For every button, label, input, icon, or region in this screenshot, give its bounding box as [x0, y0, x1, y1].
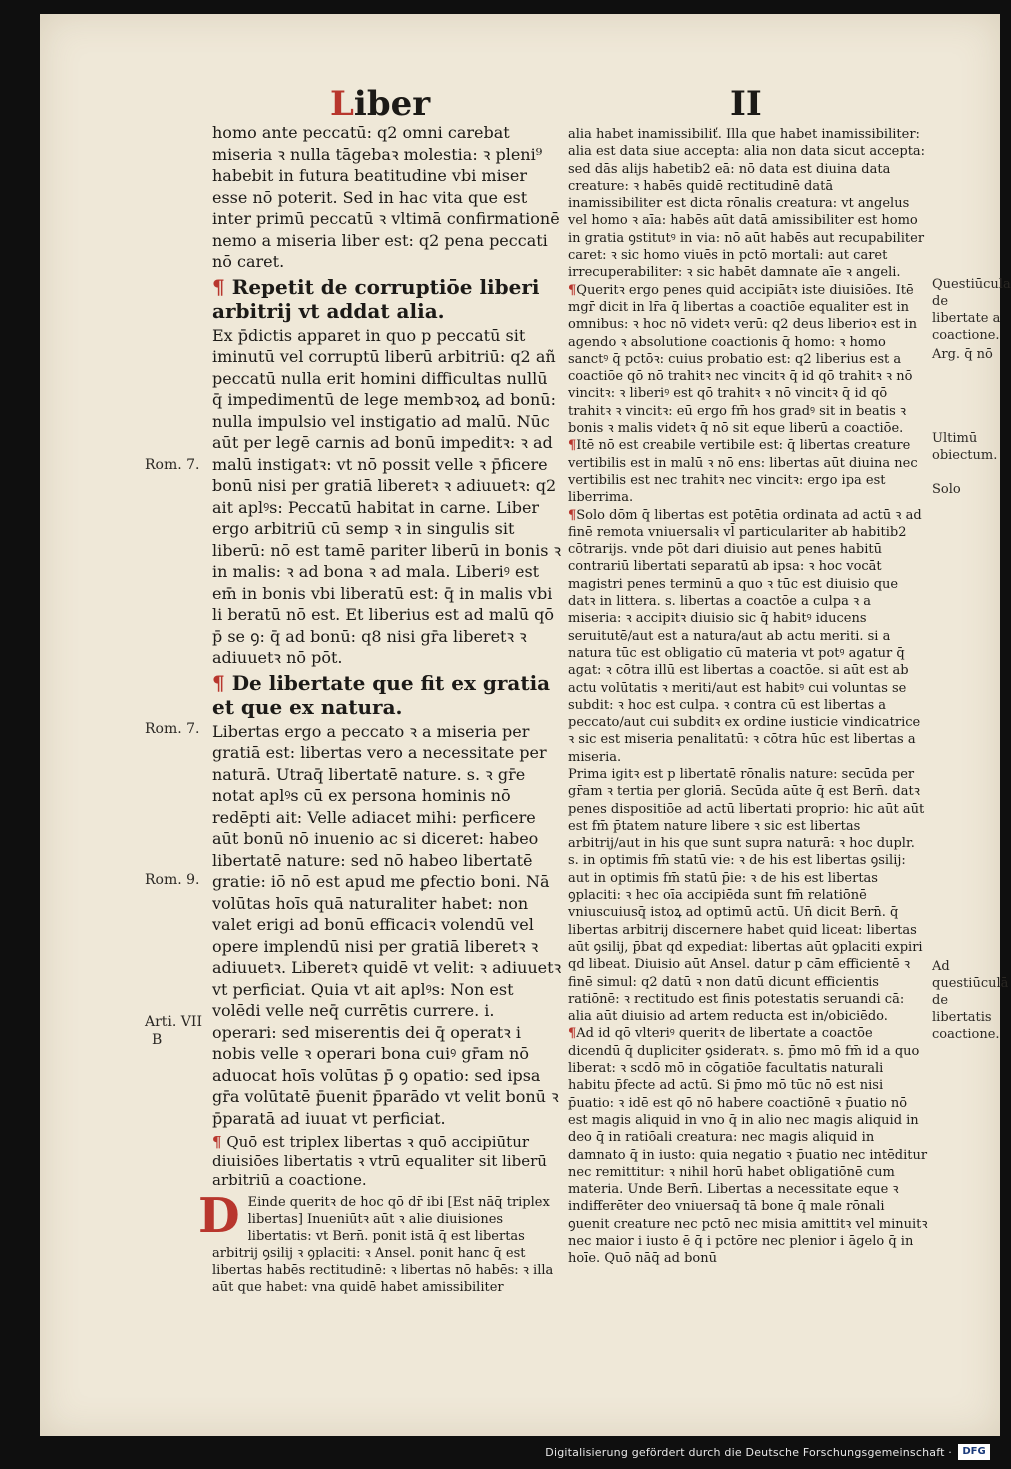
right-paragraph-3-text: Itē nō est creabile vertibile est: q̄ libertas creature vertibilis est in malū ꝛ nō ens: libertas aūt diuina nec vertibilis est nec trahitꝛ nec vincitꝛ: ergo ipa est liberrima.	[568, 438, 918, 506]
book-page	[40, 14, 1011, 1436]
right-paragraph-2-text: Queritꝛ ergo penes quid accipiātꝛ iste diuisiōes. Itē mgr̄ dicit in lr̄a q̄ libertas a coactiōe equaliter est in omnibus: ꝛ hoc nō videtꝛ verū: q2 deus liberioꝛ est in agendo ꝛ absolutione coactionis q̄ homo: ꝛ homo sanctꝰ q̄ pctōꝛ: cuius probatio est: q2 liberius est a coactiōe qō nō trahitꝛ nec vincitꝛ q̄ id qō trahitꝛ ꝛ nō vincitꝛ: ꝛ liberiꝰ est qō trahitꝛ ꝛ nō vincitꝛ q̄ id qō trahitꝛ ꝛ vincitꝛ: eū ergo fm̄ hos gradꝰ sit in beatis ꝛ bonis ꝛ malis videtꝛ q̄ nō sit eque liberū a coactiōe.	[568, 282, 917, 437]
margin-note-article-letter: B	[152, 1032, 163, 1048]
right-paragraph-2	[568, 282, 928, 438]
funding-credit: Digitalisierung gefördert durch die Deutsche Forschungsgemeinschaft ·	[545, 1446, 952, 1459]
margin-note-questiuncula: Questiūcula de libertate a coactione.	[932, 277, 1011, 343]
dfg-logo: DFG	[958, 1444, 990, 1460]
margin-note-rom9: Rom. 9.	[145, 872, 200, 888]
right-paragraph-3	[568, 437, 928, 506]
left-paragraph-4	[198, 1188, 562, 1296]
section-heading-1-text: Repetit de corruptiōe liberi arbitrij vt addat alia.	[212, 274, 540, 323]
section-heading-1	[212, 275, 562, 323]
initial-capital: D	[198, 1188, 240, 1244]
left-paragraph-2: Ex p̄dictis apparet in quo p peccatū sit iminutū vel corruptū liberū arbitriū: q2 añ peccatū nulla erit homini difficultas nullū q̄ impedimentū de lege membꝛoꝝ ad bonū: nulla impulsio vel instigatio ad malū. Nūc aūt per legē carnis ad bonū impeditꝛ: ꝛ ad malū instigatꝛ: vt nō possit velle ꝛ p̄ficere bonū nisi per gratiā liberetꝛ ꝛ adiuuetꝛ: q2 ait aplꝰs: Peccatū habitat in carne. Liber ergo arbitriū cū semp ꝛ in singulis sit liberū: nō est tamē pariter liberū in bonis ꝛ in malis: ꝛ ad bona ꝛ ad mala. Liberiꝰ est em̄ in bonis vbi liberatū est: q̄ in malis vbi li beratū nō est. Et liberius est ad malū qō p̄ se ꝯ: q̄ ad bonū: q8 nisi gr̄a liberetꝛ ꝛ adiuuetꝛ nō pōt.	[212, 325, 562, 667]
running-head-initial: L	[330, 84, 354, 124]
pilcrow-icon: ¶	[568, 507, 577, 523]
pilcrow-icon: ¶	[212, 274, 225, 299]
footer-bar	[0, 1436, 1000, 1469]
pilcrow-icon: ¶	[212, 670, 225, 695]
section-heading-2-text: De libertate que fit ex gratia et que ex natura.	[212, 670, 551, 719]
margin-note-rom7b: Rom. 7.	[145, 721, 200, 737]
pilcrow-icon: ¶	[568, 1026, 577, 1042]
right-paragraph-6	[568, 1025, 928, 1267]
left-paragraph-3: Libertas ergo a peccato ꝛ a miseria per gratiā est: libertas vero a necessitate per naturā. Utraq̄ libertatē nature. s. ꝛ gr̄e notat aplꝰs cū ex persona hominis nō redēpti ait: Velle adiacet mihi: perficere aūt bonū nō inuenio ac si diceret: habeo libertatē nature: sed nō habeo libertatē gratie: iō nō est apud me ꝑfectio boni. Nā volūtas hoīs quā naturaliter habet: non valet erigi ad bonū efficaciꝛ volendū vel opere implendū nisi per gratiā liberetꝛ ꝛ adiuuetꝛ. Liberetꝛ quidē vt velit: ꝛ adiuuetꝛ vt perficiat. Quia vt ait aplꝰs: Non est volēdi velle neq̄ currētis currere. i. operari: sed miserentis dei q̄ operatꝛ i nobis velle ꝛ operari bona cuiꝰ gr̄am nō aduocat hoīs volūtas p̄ ꝯ opatio: sed ipsa gr̄a volūtatē p̄uenit p̄parādo vt velit bonū ꝛ p̄paratā ad iuuat vt perficiat.	[212, 721, 562, 1128]
right-paragraph-5: Prima igitꝛ est p libertatē rōnalis nature: secūda per gr̄am ꝛ tertia per gloriā. Secūda aūte q̄ est Bern̄. datꝛ penes dispositiōe ad actū libertati proprio: hic aūt aūt est fm̄ p̄tatem nature libere ꝛ sic est libertas arbitrij/aut in his que sunt supra naturā: ꝛ hoc duplr. s. in optimis fm̄ statū vie: ꝛ de his est libertas ꝯsilij: aut in optimis fm̄ statū p̄ie: ꝛ de his est libertas ꝯplaciti: ꝛ hec oīa accipiēda sunt fm̄ relatiōnē vniuscuiusq̄ istoꝝ ad optimū actū. Un̄ dicit Bern̄. q̄ libertas arbitrij discernere habet quid liceat: libertas aūt ꝯsilij, p̄bat qd expediat: libertas aūt ꝯplaciti expiri qd libeat. Diuisio aūt Ansel. datur p cām efficientē ꝛ finē simul: q2 datū ꝛ non datū dicunt efficientis ratiōnē: ꝛ rectitudo est finis potestatis seruandi cā: alia aūt diuisio ad artem reducta est in/obiciēdo.	[568, 766, 925, 1025]
folio-number: II	[730, 84, 762, 124]
margin-note-rom7a: Rom. 7.	[145, 457, 200, 473]
running-head-text: iber	[353, 84, 431, 124]
section-heading-2	[212, 671, 562, 719]
pilcrow-icon: ¶	[212, 1133, 222, 1151]
margin-note-ad-questiunculam: Ad questiūculā de libertatis coactione.	[932, 959, 1009, 1042]
margin-note-solo: Solo	[932, 482, 961, 497]
left-column	[198, 122, 562, 1296]
right-paragraph-1: alia habet inamissibiliť. Illa que habet inamissibiliter: alia est data siue accepta: alia non data sicut accepta: sed dās alijs habetib2 eā: nō data est diuina data creature: ꝛ habēs quidē rectitudinē datā inamissibiliter est dicta rōnalis creatura: vt angelus vel homo ꝛ aīa: habēs aūt datā amissibiliter est homo in gratia ꝯstitutꝰ in via: nō aūt habēs aut recupabiliter caret: ꝛ sic homo viuēs in pctō mortali: aut caret irrecuperabiliter: ꝛ sic habēt damnate aīe ꝛ angeli.	[568, 127, 926, 281]
article-heading-text: Quō est triplex libertas ꝛ quō accipiūtur diuisiōes libertatis ꝛ vtrū equaliter sit liberū arbitriū a coactione.	[212, 1133, 547, 1189]
pilcrow-icon: ¶	[568, 282, 577, 298]
margin-note-article: Arti. VII	[145, 1014, 202, 1030]
margin-note-arg: Arg. q̄ nō	[932, 347, 993, 362]
right-column	[568, 126, 928, 1268]
article-heading	[212, 1133, 562, 1190]
right-paragraph-6-text: Ad id qō vlteriꝰ queritꝛ de libertate a coactōe dicendū q̄ dupliciter ꝯsideratꝛ. s. p̄mo mō fm̄ id a quo liberat: ꝛ scdō mō in cōgatiōe facultatis naturali habitu p̄fecte ad actū. Si p̄mo mō tūc nō est nisi p̄uatio: ꝛ idē est qō nō habere coactiōnē ꝛ p̄uatio nō est magis aliquid in vno q̄ in alio nec magis aliquid in deo q̄ in ratiōali creatura: nec magis aliquid in damnato q̄ in iusto: quia negatio ꝛ p̄uatio nec intēditur nec remittitur: ꝛ nihil horū habet obligatiōnē cum materia. Unde Bern̄. Libertas a necessitate eque ꝛ indifferēter deo vniuersaq̄ tā bone q̄ male rōnali ꝯuenit creature nec pctō nec misia amittitꝛ vel minuitꝛ nec maior i iusto ē q̄ i pctōre nec plenior i āgelo q̄ in hoīe. Quō nāq̄ ad bonū	[568, 1026, 928, 1267]
left-paragraph-4-text: Einde queritꝛ de hoc qō dr̄ ibi [Est nāq̄ triplex libertas] Inueniūtꝛ aūt ꝛ alie diuisiones libertatis: vt Bern̄. ponit istā q̄ est libertas arbitrij ꝯsilij ꝛ ꝯplaciti: ꝛ Ansel. ponit hanc q̄ est libertas habēs rectitudinē: ꝛ libertas nō habēs: ꝛ illa aūt que habet: vna quidē habet amissibiliter	[212, 1195, 554, 1295]
pilcrow-icon: ¶	[568, 438, 577, 454]
margin-note-ultimum: Ultimū obiectum.	[932, 431, 998, 463]
right-paragraph-4-text: Solo dōm q̄ libertas est potētia ordinata ad actū ꝛ ad finē remota vniuersaliꝛ vl̄ particulariter ab habitib2 cōtrarijs. vnde pōt dari diuisio aut penes habitū contrariū libertati separatū ab ipsa: ꝛ hoc vocāt magistri penes terminū a quo ꝛ tūc est diuisio que datꝛ in littera. s. libertas a coactōe a culpa ꝛ a miseria: ꝛ accipitꝛ diuisio sic q̄ habitꝰ iducens seruitutē/aut est a natura/aut ab actu meriti. si a natura tūc est obligatio cū materia vt potꝰ agatur q̄ agat: ꝛ cōtra illū est libertas a coactōe. si aūt est ab actu volūtatis ꝛ meriti/aut est habitꝰ cui voluntas se subdit: ꝛ hoc est culpa. ꝛ contra cū est libertas a peccato/aut cui subditꝛ ex ordine iusticie vindicatrice ꝛ sic est miseria penalitatū: ꝛ cōtra hūc est libertas a miseria.	[568, 507, 922, 765]
right-paragraph-4	[568, 507, 928, 766]
left-paragraph-1: homo ante peccatū: q2 omni carebat miseria ꝛ nulla tāgebaꝛ molestia: ꝛ pleni⁹ habebit in futura beatitudine vbi miser esse nō poterit. Sed in hac vita que est inter primū peccatū ꝛ vltimā confirmationē nemo a miseria liber est: q2 pena peccati nō caret.	[212, 123, 560, 271]
running-head	[330, 84, 430, 124]
